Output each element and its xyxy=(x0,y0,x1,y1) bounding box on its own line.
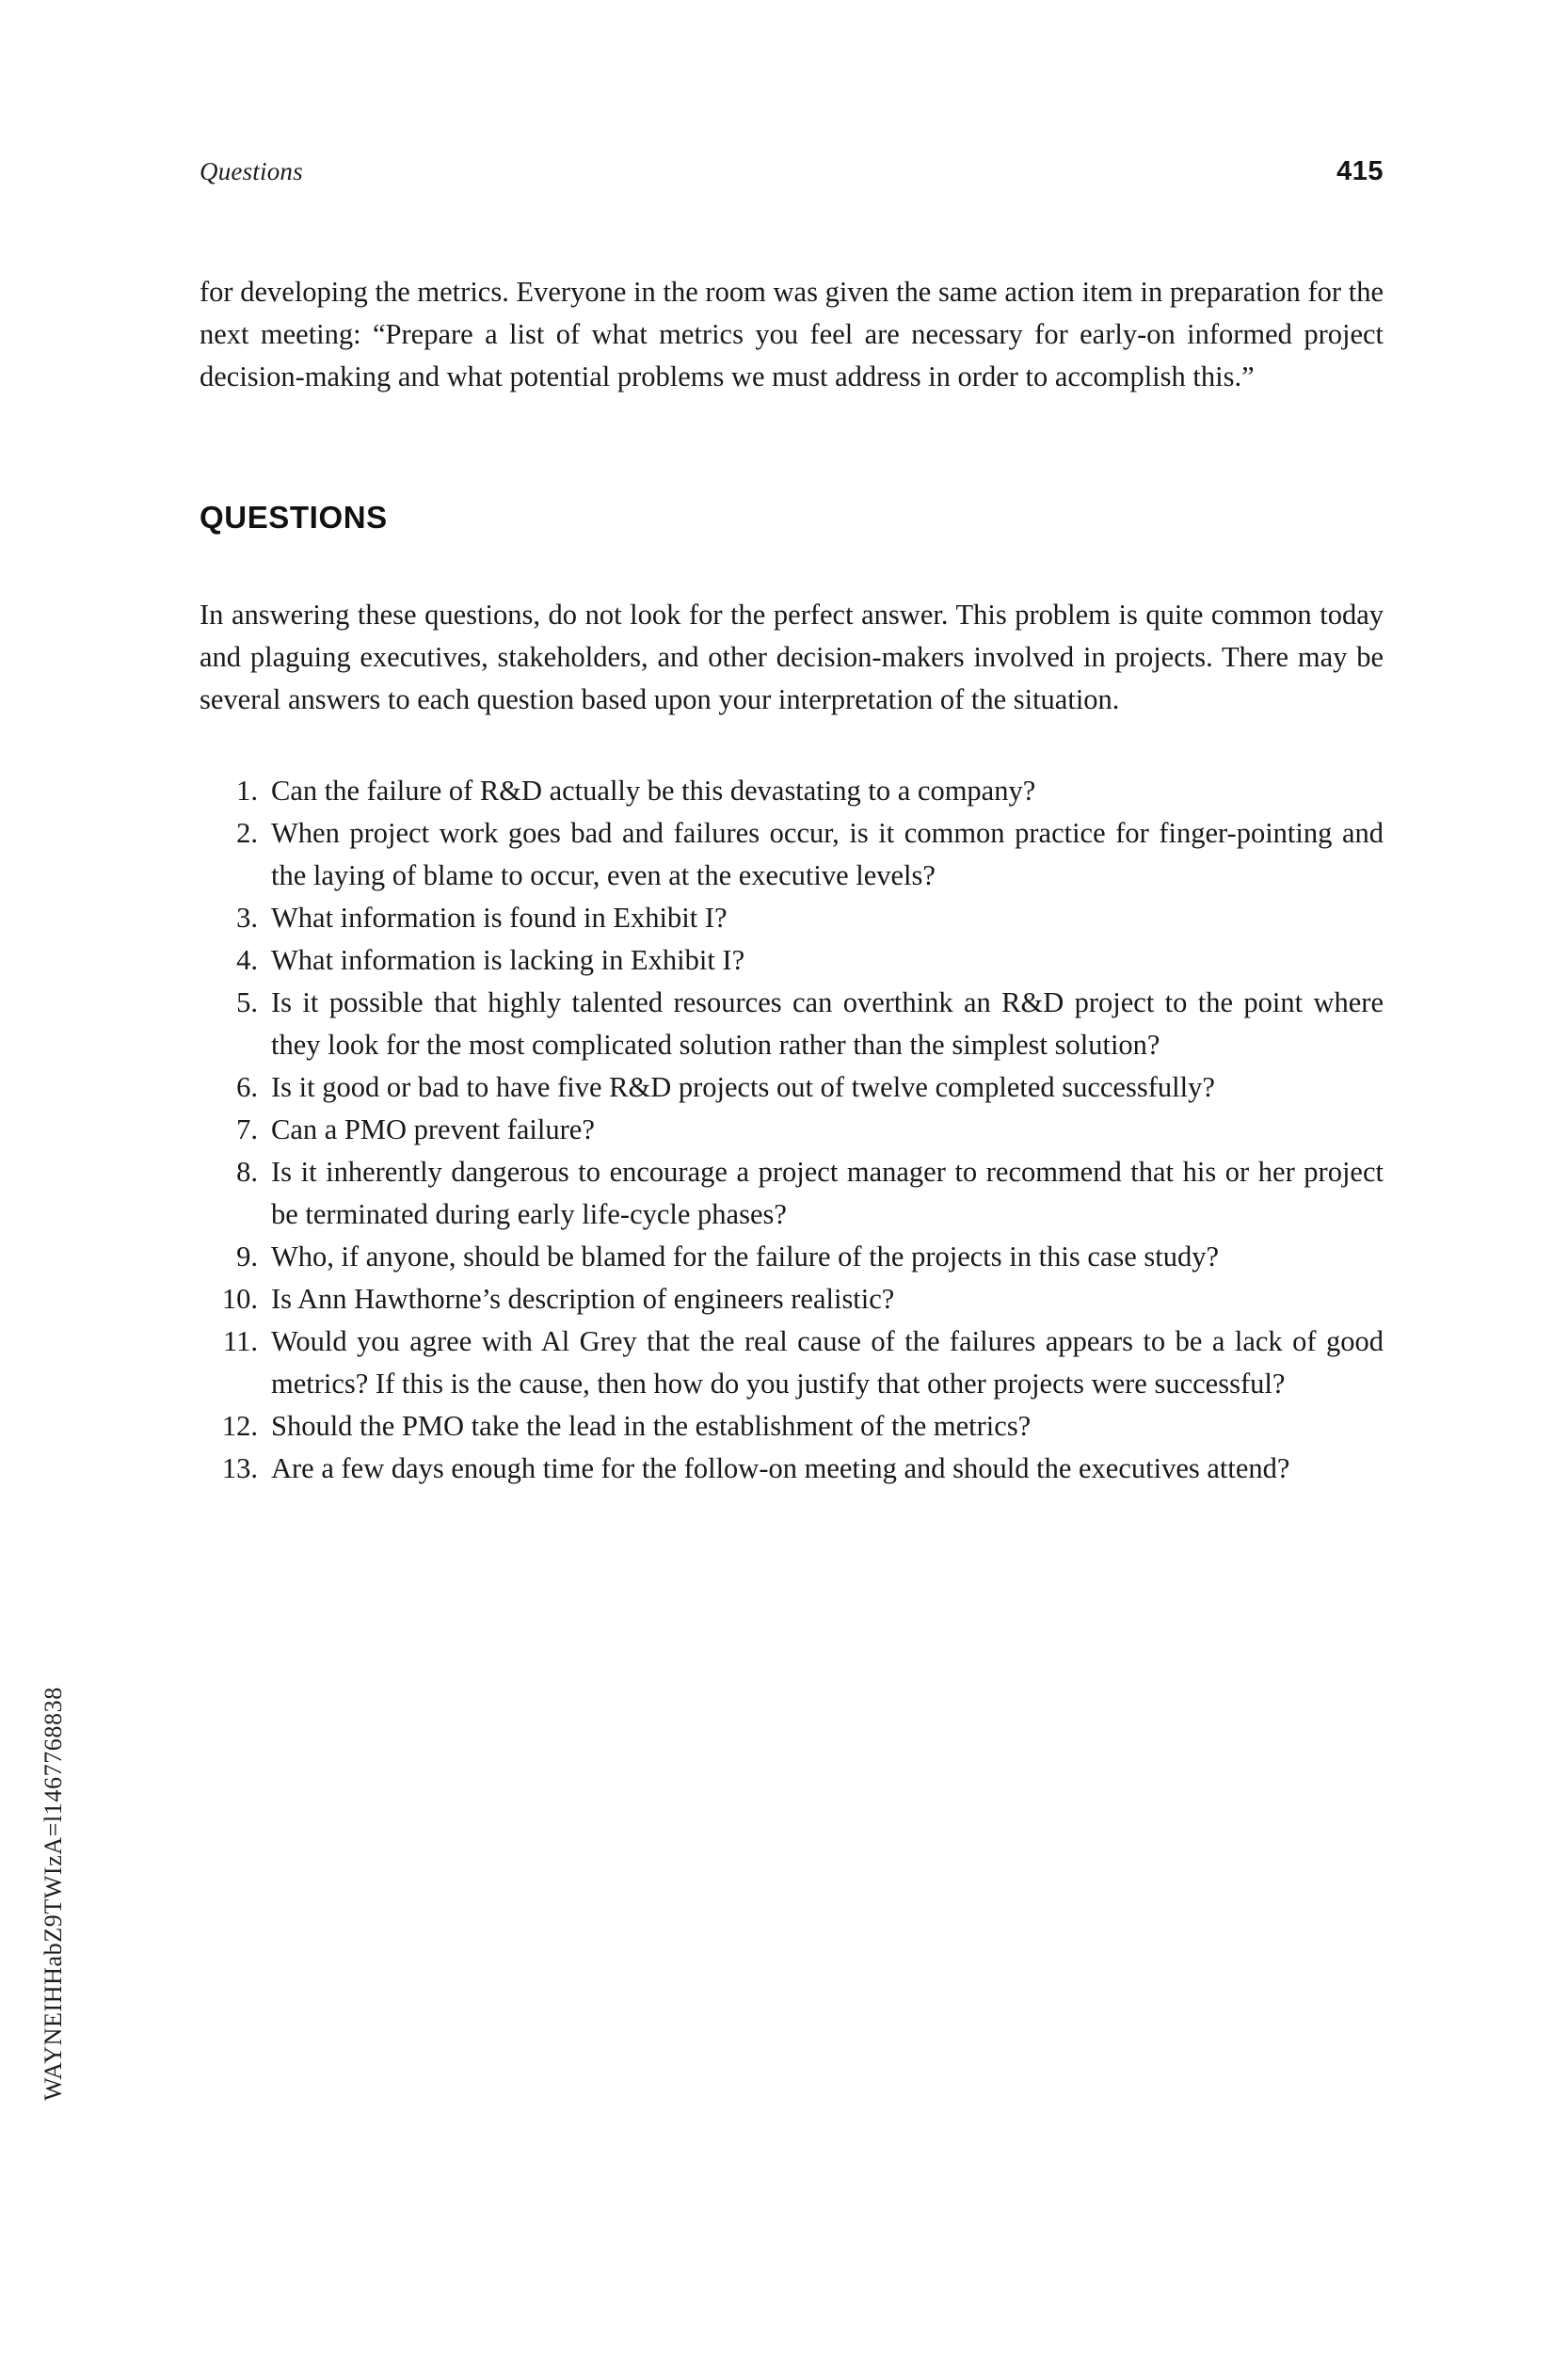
question-item xyxy=(200,812,1384,897)
question-item xyxy=(200,1151,1384,1236)
question-text: Should the PMO take the lead in the establishment of the metrics? xyxy=(271,1410,1032,1442)
question-item xyxy=(200,1066,1384,1109)
running-head-title: Questions xyxy=(200,157,303,185)
section-heading-questions: QUESTIONS xyxy=(200,500,388,535)
question-text: Is it possible that highly talented resources can overthink an R&D project to the point where they look for the most complicated solution rather than the simplest solution? xyxy=(271,986,1384,1061)
question-item xyxy=(200,897,1384,939)
question-number: 2. xyxy=(236,817,258,849)
question-item xyxy=(200,982,1384,1066)
question-number: 4. xyxy=(236,944,258,976)
question-item xyxy=(200,1448,1384,1490)
question-text: What information is found in Exhibit I? xyxy=(271,902,728,934)
question-number: 10. xyxy=(221,1283,258,1315)
question-text: Can a PMO prevent failure? xyxy=(271,1113,595,1145)
question-item xyxy=(200,1236,1384,1278)
question-text: Can the failure of R&D actually be this devastating to a company? xyxy=(271,775,1036,807)
question-number: 7. xyxy=(236,1113,258,1145)
text-column xyxy=(200,271,1384,1490)
list-spacer xyxy=(200,721,1384,770)
running-head xyxy=(200,156,1384,187)
heading-spacer xyxy=(200,536,1384,594)
question-list xyxy=(200,770,1384,1490)
margin-watermark: WAYNEIHHabZ9TWIzA=l1467768838 xyxy=(40,1687,67,2101)
question-text: Who, if anyone, should be blamed for the failure of the projects in this case study? xyxy=(271,1241,1220,1273)
question-item xyxy=(200,1109,1384,1151)
question-text: Is it inherently dangerous to encourage a project manager to recommend that his or her project be terminated during early life-cycle phases? xyxy=(271,1156,1384,1230)
question-number: 5. xyxy=(236,986,258,1018)
page-number: 415 xyxy=(1336,156,1384,186)
paragraph-spacer xyxy=(200,398,1384,500)
question-text: When project work goes bad and failures occur, is it common practice for finger-pointing and the laying of blame to occur, even at the executive levels? xyxy=(271,817,1384,891)
question-item xyxy=(200,770,1384,812)
question-number: 9. xyxy=(236,1241,258,1273)
question-text: What information is lacking in Exhibit I? xyxy=(271,944,745,976)
opening-paragraph: for developing the metrics. Everyone in the room was given the same action item in preparation for the next meeting: “Prepare a list of what metrics you feel are necessary for early-on informed project decision-making and what potential problems we must address in order to accomplish this.” xyxy=(200,276,1384,392)
question-item xyxy=(200,1278,1384,1321)
question-item xyxy=(200,939,1384,982)
question-text: Is it good or bad to have five R&D projects out of twelve completed successfully? xyxy=(271,1071,1215,1103)
intro-paragraph: In answering these questions, do not look for the perfect answer. This problem is quite common today and plaguing executives, stakeholders, and other decision-makers involved in projects. There may be several answers to each question based upon your interpretation of the situation. xyxy=(200,599,1384,715)
question-number: 3. xyxy=(236,902,258,934)
question-number: 8. xyxy=(236,1156,258,1188)
question-number: 13. xyxy=(221,1452,258,1484)
question-text: Is Ann Hawthorne’s description of engineers realistic? xyxy=(271,1283,895,1315)
question-number: 1. xyxy=(236,775,258,807)
question-number: 12. xyxy=(221,1410,258,1442)
question-number: 6. xyxy=(236,1071,258,1103)
question-text: Are a few days enough time for the follow-on meeting and should the executives attend? xyxy=(271,1452,1290,1484)
question-number: 11. xyxy=(223,1325,258,1357)
question-item xyxy=(200,1405,1384,1448)
question-text: Would you agree with Al Grey that the real cause of the failures appears to be a lack of good metrics? If this is the cause, then how do you justify that other projects were successful? xyxy=(271,1325,1384,1400)
question-item xyxy=(200,1321,1384,1405)
